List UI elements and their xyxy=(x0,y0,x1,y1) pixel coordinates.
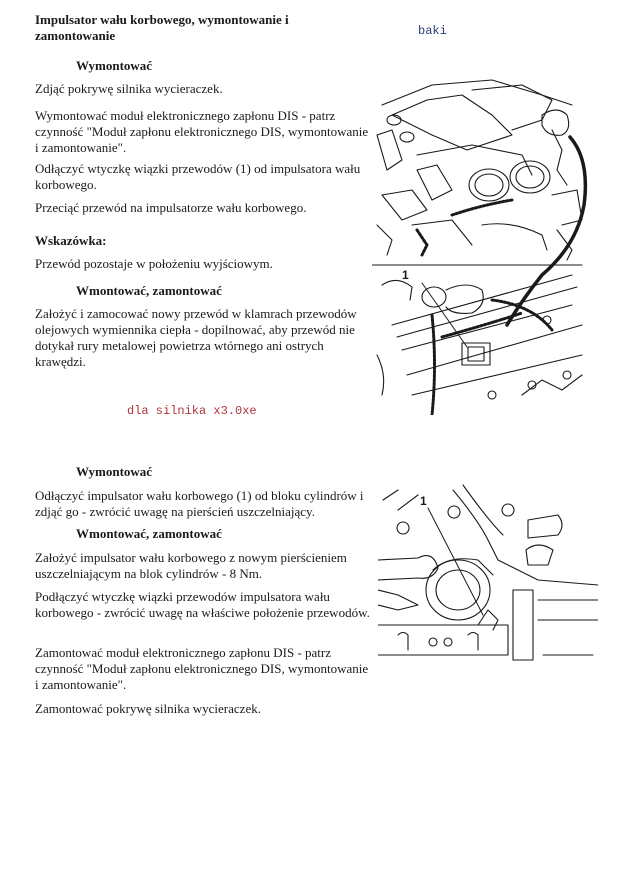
engine-diagram-bottom xyxy=(378,480,598,670)
crankshaft-sensor-drawing xyxy=(378,485,598,660)
section1-removal-heading: Wymontować xyxy=(76,58,153,73)
handwritten-annotation-engine: dla silnika x3.0xe xyxy=(127,404,257,418)
section1-install-step-1: Założyć i zamocować nowy przewód w klamrach przewodów olejowych wymiennika ciepła - dopilnować, aby przewód nie dotykał rury metalowej powietrza wtórnego ani ostrych krawędzi. xyxy=(35,306,357,369)
section1-install-heading: Wmontować, zamontować xyxy=(76,283,222,298)
callout-line xyxy=(428,508,483,615)
callout-label-1: 1 xyxy=(420,494,427,508)
note-heading: Wskazówka: xyxy=(35,233,107,248)
section2-removal-heading: Wymontować xyxy=(76,464,153,479)
section2-install-step-3: Zamontować moduł elektronicznego zapłonu DIS - patrz czynność "Moduł zapłonu elektronicznego DIS, wymontowanie i zamontowanie". xyxy=(35,645,369,692)
section2-install-step-2: Podłączyć wtyczkę wiązki przewodów impulsatora wału korbowego - zwrócić uwagę na właściwe położenie przewodów. xyxy=(35,589,370,620)
note-text: Przewód pozostaje w położeniu wyjściowym. xyxy=(35,256,273,271)
engine-diagram-top xyxy=(372,75,602,415)
section2-step-1: Odłączyć impulsator wału korbowego (1) od bloku cylindrów i zdjąć go - zwrócić uwagę na pierścień uszczelniający. xyxy=(35,488,364,519)
section2-install-step-4: Zamontować pokrywę silnika wycieraczek. xyxy=(35,701,261,716)
sensor-closeup-drawing xyxy=(377,275,582,415)
section1-step-3: Odłączyć wtyczkę wiązki przewodów (1) od impulsatora wału korbowego. xyxy=(35,161,361,192)
section2-install-heading: Wmontować, zamontować xyxy=(76,526,222,541)
section1-step-2: Wymontować moduł elektronicznego zapłonu DIS - patrz czynność "Moduł zapłonu elektronicznego DIS, wymontowanie i zamontowanie". xyxy=(35,108,369,155)
document-title: Impulsator wału korbowego, wymontowanie i zamontowanie xyxy=(35,12,289,43)
section2-install-step-1: Założyć impulsator wału korbowego z nowym pierścieniem uszczelniającym na blok cylindrów - 8 Nm. xyxy=(35,550,347,581)
wire-highlight xyxy=(507,137,585,325)
handwritten-annotation-baki: baki xyxy=(418,24,447,38)
engine-overview-drawing xyxy=(377,80,582,260)
section1-step-4: Przeciąć przewód na impulsatorze wału korbowego. xyxy=(35,200,307,215)
callout-label-1: 1 xyxy=(402,268,409,282)
section1-step-1: Zdjąć pokrywę silnika wycieraczek. xyxy=(35,81,223,96)
